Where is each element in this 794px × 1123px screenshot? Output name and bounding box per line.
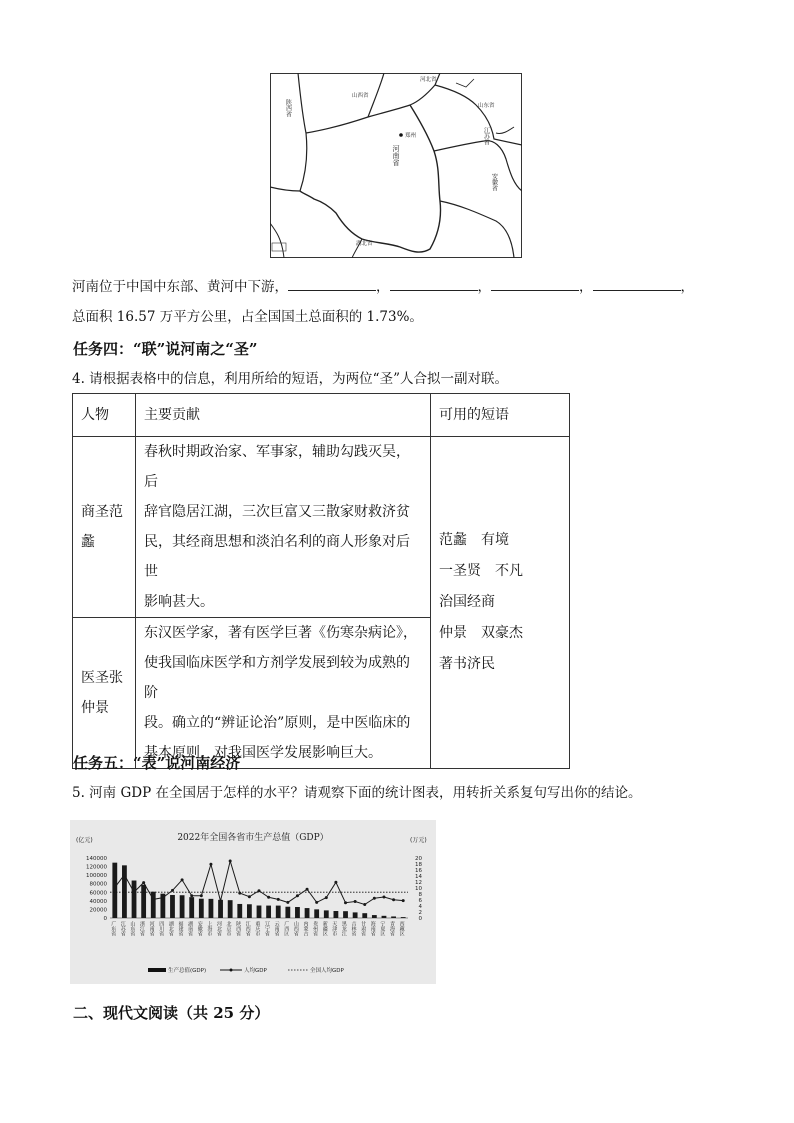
table-row	[73, 437, 570, 618]
gdp-bar	[180, 895, 185, 918]
phrases-cell	[431, 437, 570, 769]
per-capita-point	[363, 903, 366, 906]
gdp-bar	[353, 912, 358, 918]
per-capita-point	[402, 899, 405, 902]
contribution-line: 基本原则，对我国医学发展影响巨大。	[144, 745, 382, 761]
contribution-line: 影响甚大。	[144, 594, 214, 610]
gdp-bar	[228, 900, 233, 918]
x-tick-label: 重庆市	[254, 921, 261, 936]
per-capita-point	[123, 873, 126, 876]
x-tick-label: 云南省	[273, 921, 280, 936]
x-tick-label: 山西省	[292, 921, 299, 936]
x-tick-label: 海南省	[369, 921, 376, 936]
contribution-zhangzhongjing	[136, 618, 431, 769]
per-capita-point	[277, 898, 280, 901]
person-name-line: 蠡	[81, 534, 95, 550]
zhengzhou-dot	[399, 133, 403, 137]
per-capita-point	[306, 888, 309, 891]
y-tick-right: 2	[418, 910, 422, 916]
x-tick-label: 广西区	[283, 921, 290, 936]
y-tick-right: 20	[415, 856, 422, 862]
x-tick-label: 陕西省	[235, 921, 242, 936]
x-tick-label: 广东省	[110, 921, 117, 936]
answer-blank-1[interactable]	[288, 276, 376, 291]
legend-line-marker	[230, 969, 233, 972]
gdp-bar	[276, 906, 281, 918]
gdp-bar	[132, 881, 137, 918]
gdp-bar	[295, 907, 300, 918]
per-capita-point	[286, 901, 289, 904]
y-tick-right: 4	[418, 904, 422, 910]
x-tick-label: 天津市	[331, 921, 338, 936]
per-capita-point	[344, 901, 347, 904]
per-capita-point	[315, 901, 318, 904]
gdp-bar	[362, 913, 367, 918]
per-capita-point	[325, 896, 328, 899]
gdp-bar	[218, 900, 223, 918]
y-tick-left: 140000	[86, 856, 107, 862]
contribution-line: 民，其经商思想和淡泊名利的商人形象对后世	[144, 534, 410, 580]
answer-blank-2[interactable]	[390, 276, 478, 291]
legend-gdp: 生产总值(GDP)	[168, 968, 207, 974]
legend-bar-swatch	[148, 968, 166, 972]
gdp-bar	[189, 897, 194, 918]
answer-blank-3[interactable]	[491, 276, 579, 291]
x-tick-label: 贵州省	[312, 921, 319, 936]
gdp-bar	[257, 906, 262, 918]
task5-question: 5. 河南 GDP 在全国居于怎样的水平？请观察下面的统计图表，用转折关系复句写出你的结论。	[72, 785, 642, 801]
person-name-line: 商圣范	[81, 504, 123, 520]
x-tick-label: 辽宁省	[264, 921, 271, 936]
per-capita-point	[113, 886, 116, 889]
x-tick-label: 江西省	[244, 921, 251, 936]
contribution-fanli	[136, 437, 431, 618]
separator: ，	[477, 279, 491, 295]
gdp-bar	[372, 915, 377, 918]
contribution-line: 东汉医学家，著有医学巨著《伤寒杂病论》，	[144, 625, 417, 641]
contribution-line: 辞官隐居江湖，三次巨富又三散家财救济贫	[144, 504, 410, 520]
y-tick-right: 8	[418, 892, 422, 898]
saints-table	[72, 393, 570, 769]
per-capita-point	[152, 898, 155, 901]
y-tick-left: 20000	[89, 907, 107, 914]
per-capita-point	[229, 860, 232, 863]
map-label-zhengzhou: 郑州	[405, 133, 417, 139]
map-label-anhui: 安徽省	[490, 173, 498, 191]
task5-heading: 任务五：“表”说河南经济	[73, 754, 241, 772]
y-tick-right: 16	[415, 868, 422, 874]
y-tick-right: 18	[415, 862, 422, 868]
phrase-item: 一圣贤 不凡	[439, 563, 523, 579]
gdp-bar	[285, 907, 290, 918]
x-tick-label: 新疆区	[321, 921, 328, 936]
y-tick-right: 10	[415, 886, 422, 892]
per-capita-point	[171, 889, 174, 892]
per-capita-point	[133, 891, 136, 894]
y-tick-left: 100000	[86, 873, 107, 880]
x-tick-label: 甘肃省	[360, 921, 367, 936]
phrase-item: 范蠡 有境	[439, 532, 509, 548]
gdp-bar	[170, 895, 175, 918]
legend-national: 全国人均GDP	[310, 968, 344, 974]
per-capita-point	[238, 892, 241, 895]
per-capita-point	[161, 896, 164, 899]
y-tick-right: 14	[415, 874, 422, 880]
gdp-chart	[70, 820, 436, 984]
x-tick-label: 浙江省	[139, 921, 146, 936]
map-label-henan: 河南省	[392, 145, 400, 166]
gdp-bar	[266, 906, 271, 918]
legend-per-capita: 人均GDP	[244, 968, 267, 974]
y-tick-right: 12	[415, 880, 422, 886]
separator: ，	[680, 279, 694, 295]
y-tick-left: 0	[103, 916, 107, 922]
x-tick-label: 黑龙江	[340, 921, 347, 936]
x-tick-label: 河北省	[215, 921, 222, 936]
intro-prefix: 河南位于中国中东部、黄河中下游，	[72, 279, 288, 295]
gdp-bar	[334, 911, 339, 918]
contribution-line: 使我国临床医学和方剂学发展到较为成熟的阶	[144, 655, 410, 701]
x-tick-label: 宁夏区	[379, 921, 386, 936]
phrase-item: 仲景 双豪杰	[439, 625, 523, 641]
separator: ，	[376, 279, 390, 295]
x-tick-label: 青海省	[388, 921, 395, 936]
map-label-hebei: 河北省	[420, 77, 437, 83]
header-contribution: 主要贡献	[136, 394, 431, 437]
x-tick-label: 北京市	[225, 921, 232, 936]
x-tick-label: 内蒙古	[302, 921, 309, 936]
gdp-bar	[209, 899, 214, 918]
per-capita-point	[382, 896, 385, 899]
intro-line-1	[72, 276, 694, 297]
gdp-bar	[305, 908, 310, 918]
per-capita-point	[190, 894, 193, 897]
x-tick-label: 安徽省	[196, 921, 203, 936]
map-label-shandong: 山东省	[478, 103, 495, 109]
x-tick-label: 江苏省	[119, 921, 126, 936]
x-tick-label: 湖南省	[187, 921, 194, 936]
gdp-bar	[122, 865, 127, 918]
henan-location-map	[270, 73, 522, 258]
map-label-shanxi: 山西省	[352, 93, 369, 99]
section2-heading: 二、现代文阅读（共 25 分）	[73, 1004, 270, 1022]
per-capita-point	[373, 897, 376, 900]
gdp-bar	[382, 916, 387, 918]
phrase-item: 著书济民	[439, 656, 495, 672]
per-capita-point	[392, 898, 395, 901]
gdp-bar	[199, 899, 204, 918]
y-axis-label-right: (万元)	[410, 837, 427, 844]
task4-question: 4. 请根据表格中的信息，利用所给的短语，为两位“圣”人合拟一副对联。	[72, 371, 508, 387]
per-capita-point	[354, 900, 357, 903]
gdp-bar	[401, 917, 406, 918]
per-capita-point	[142, 881, 145, 884]
phrase-item: 治国经商	[439, 594, 495, 610]
gdp-bar	[314, 909, 319, 918]
answer-blank-4[interactable]	[593, 276, 681, 291]
gdp-bar	[391, 916, 396, 918]
chart-title: 2022年全国各省市生产总值（GDP）	[177, 833, 329, 843]
person-name-line: 仲景	[81, 700, 109, 716]
per-capita-point	[334, 881, 337, 884]
per-capita-point	[181, 878, 184, 881]
separator: ，	[579, 279, 593, 295]
intro-line-2: 总面积 16.57 万平方公里，占全国国土总面积的 1.73%。	[72, 309, 423, 325]
gdp-bar	[141, 885, 146, 918]
x-tick-label: 吉林省	[350, 921, 357, 936]
gdp-chart-svg	[70, 820, 436, 984]
table-header-row	[73, 394, 570, 437]
header-person: 人物	[73, 394, 136, 437]
gdp-bar	[247, 904, 252, 918]
per-capita-point	[258, 889, 261, 892]
gdp-bar	[237, 904, 242, 918]
person-name-line: 医圣张	[81, 670, 123, 686]
y-tick-right: 6	[418, 898, 422, 904]
per-capita-point	[248, 895, 251, 898]
x-tick-label: 上海市	[206, 921, 213, 936]
contribution-line: 段。确立的“辨证论治”原则，是中医临床的	[144, 715, 411, 731]
per-capita-point	[296, 894, 299, 897]
y-axis-label-left: (亿元)	[76, 837, 93, 844]
gdp-bar	[112, 863, 117, 918]
contribution-line: 春秋时期政治家、军事家，辅助勾践灭吴，后	[144, 444, 410, 490]
per-capita-point	[267, 896, 270, 899]
y-tick-left: 40000	[89, 898, 107, 905]
per-capita-point	[219, 899, 222, 902]
map-label-jiangsu: 江苏省	[482, 127, 490, 145]
x-tick-label: 湖北省	[167, 921, 174, 936]
x-tick-label: 四川省	[158, 921, 165, 936]
person-zhangzhongjing	[73, 618, 136, 769]
gdp-bar	[324, 910, 329, 918]
y-tick-left: 120000	[86, 864, 107, 871]
x-tick-label: 西藏区	[398, 921, 405, 936]
y-tick-left: 60000	[89, 890, 107, 897]
x-tick-label: 山东省	[129, 921, 136, 936]
map-label-shaanxi: 陕西省	[284, 99, 292, 117]
x-tick-label: 福建省	[177, 921, 184, 936]
y-tick-left: 80000	[89, 881, 107, 888]
per-capita-point	[209, 863, 212, 866]
task4-heading: 任务四：“联”说河南之“圣”	[73, 340, 258, 358]
per-capita-point	[200, 894, 203, 897]
header-phrases: 可用的短语	[431, 394, 570, 437]
gdp-bar	[343, 911, 348, 918]
y-tick-right: 0	[418, 916, 422, 922]
person-fanli	[73, 437, 136, 618]
map-label-hubei: 湖北省	[356, 241, 373, 247]
per-capita-line	[115, 861, 403, 905]
x-tick-label: 河南省	[148, 921, 155, 936]
